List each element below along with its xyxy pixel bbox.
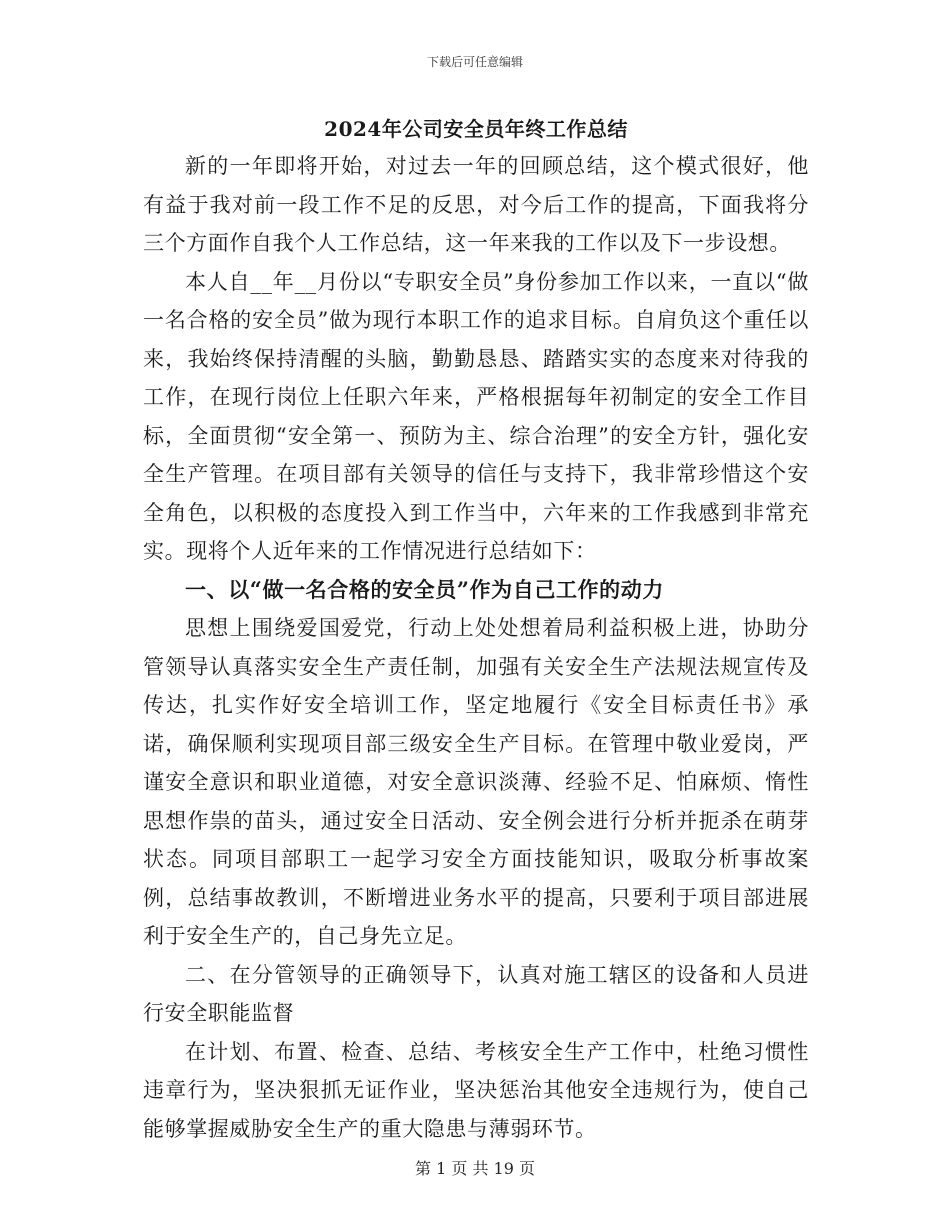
paragraph-intro: 新的一年即将开始，对过去一年的回顾总结，这个模式很好，他有益于我对前一段工作不足的反思，对今后工作的提高，下面我将分三个方面作自我个人工作总结，这一年来我的工作以及下一步设想。 <box>143 154 809 255</box>
paragraph-section-2: 在计划、布置、检查、总结、考核安全生产工作中，杜绝习惯性违章行为，坚决狠抓无证作业，坚决惩治其他安全违规行为，使自己能够掌握威胁安全生产的重大隐患与薄弱环节。 <box>143 1039 809 1141</box>
paragraph-background: 本人自__年__月份以“专职安全员”身份参加工作以来，一直以“做一名合格的安全员”做为现行本职工作的追求目标。自肩负这个重任以来，我始终保持清醒的头脑，勤勤恳恳、踏踏实实的态度来对待我的工作，在现行岗位上任职六年来，严格根据每年初制定的安全工作目标，全面贯彻“安全第一、预防为主、综合治理”的安全方针，强化安全生产管理。在项目部有关领导的信任与支持下，我非常珍惜这个安全角色，以积极的态度投入到工作当中，六年来的工作我感到非常充实。现将个人近年来的工作情况进行总结如下： <box>143 269 809 563</box>
paragraph-section-1: 思想上围绕爱国爱党，行动上处处想着局利益积极上进，协助分管领导认真落实安全生产责任制，加强有关安全生产法规法规宣传及传达，扎实作好安全培训工作，坚定地履行《安全目标责任书》承诺，确保顺利实现项目部三级安全生产目标。在管理中敬业爱岗，严谨安全意识和职业道德，对安全意识淡薄、经验不足、怕麻烦、惰性思想作祟的苗头，通过安全日活动、安全例会进行分析并扼杀在萌芽状态。同项目部职工一起学习安全方面技能知识，吸取分析事故案例，总结事故教训，不断增进业务水平的提高，只要利于项目部进展利于安全生产的，自己身先立足。 <box>143 616 809 948</box>
page-number: 第 1 页 共 19 页 <box>415 1159 535 1178</box>
document-body <box>143 111 809 1148</box>
document-title: 2024年公司安全员年终工作总结 <box>324 117 628 141</box>
section-heading-2: 二、在分管领导的正确领导下，认真对施工辖区的设备和人员进行安全职能监督 <box>143 962 809 1025</box>
section-heading-1: 一、以“做一名合格的安全员”作为自己工作的动力 <box>185 576 664 602</box>
header-note: 下载后可任意编辑 <box>426 55 523 69</box>
